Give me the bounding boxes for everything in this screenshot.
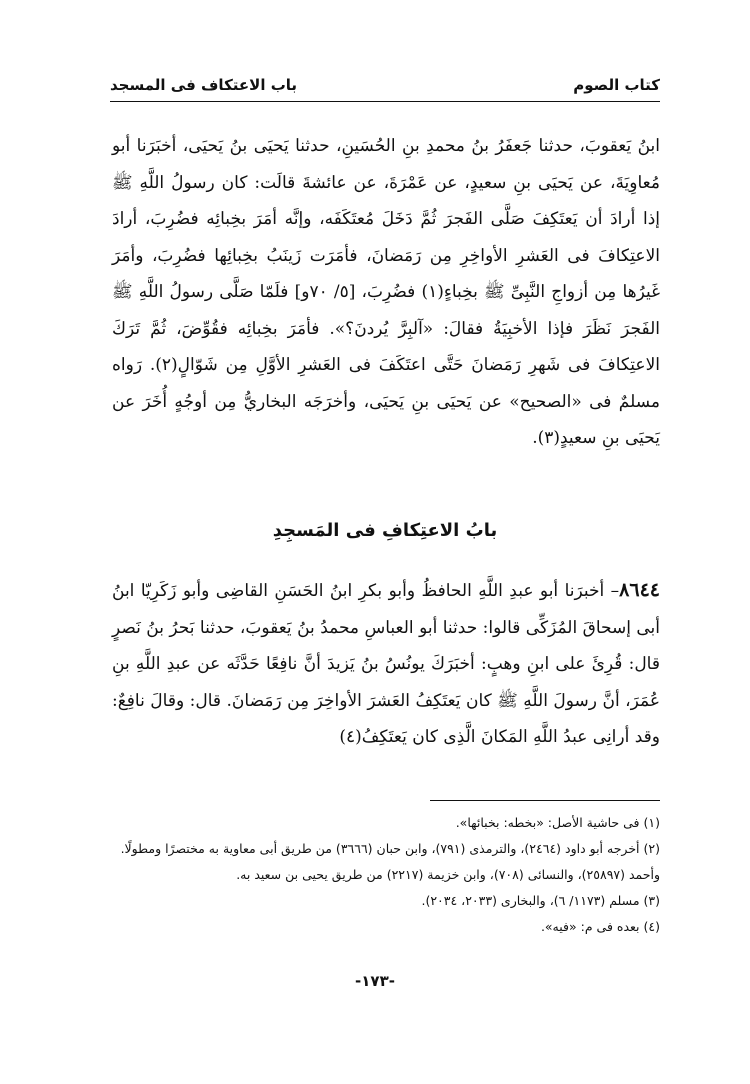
header-rule: [110, 101, 660, 102]
footnotes: [112, 810, 660, 940]
header-book-title: كتاب الصوم: [573, 76, 660, 94]
hadith-text: – أخبرَنا أبو عبدِ اللَّهِ الحافظُ وأبو بكرِ ابنُ الحَسَنِ القاضِى وأبو زَكَرِيّا ابنُ أبى إسحاقَ المُزَكِّى قالوا: حدثنا أبو العباسِ محمدُ بنُ يَعقوبَ، حدثنا بَحرُ بنُ نَصرٍ قال: قُرِئَ على ابنِ وهبٍ: أخبَرَكَ يونُسُ بنُ يَزيدَ أنَّ نافِعًا حَدَّثَه عن عبدِ اللَّهِ بنِ عُمَرَ، أنَّ رسولَ اللَّهِ ﷺ كان يَعتَكِفُ العَشرَ الأواخِرَ مِن رَمَضانَ. قال: وقالَ نافِعٌ: وقد أرانِى عبدُ اللَّهِ المَكانَ الَّذِى كان يَعتَكِفُ(٤): [112, 581, 660, 747]
footnote-rule: [430, 800, 660, 801]
page-number: -١٧٣-: [355, 972, 395, 990]
footnote-2: (٢) أخرجه أبو داود (٢٤٦٤)، والترمذى (٧٩١)، وابن حبان (٣٦٦٦) من طريق أبى معاوية به مختصرًا ومطولًا. وأحمد (٢٥٨٩٧)، والنسائى (٧٠٨)، وابن خزيمة (٢٢١٧) من طريق يحيى بن سعيد به.: [120, 841, 660, 882]
hadith-number: ٨٦٤٤: [619, 579, 660, 601]
running-header: [110, 70, 660, 100]
footnote-1: (١) فى حاشية الأصل: «بخطه: بخبائها».: [455, 815, 660, 830]
footnote-3: (٣) مسلم (١١٧٣/ ٦)، والبخارى (٢٠٣٣، ٢٠٣٤).: [421, 893, 660, 908]
section-title: بابُ الاعتِكافِ فى المَسجِدِ: [272, 520, 498, 541]
body-text: [112, 128, 660, 457]
footnote-4: (٤) بعده فى م: «فيه».: [540, 919, 660, 934]
hadith-block: [112, 572, 660, 756]
hadith-paragraph: [112, 572, 660, 756]
body-paragraph: ابنُ يَعقوبَ، حدثنا جَعفَرُ بنُ محمدِ بنِ الحُسَينِ، حدثنا يَحيَى بنُ يَحيَى، أخبَرَنا أبو مُعاوِيَةَ، عن يَحيَى بنِ سعيدٍ، عن عَمْرَةَ، عن عائشةَ قالَت: كان رسولُ اللَّهِ ﷺ إذا أرادَ أن يَعتَكِفَ صَلَّى الفَجرَ ثُمَّ دَخَلَ مُعتَكَفَه، وإنَّه أمَرَ بخِبائِه فضُرِبَ، أرادَ الاعتِكافَ فى العَشرِ الأواخِرِ مِن رَمَضانَ، فأمَرَت زَينَبُ بخِبائِها فضُرِبَ، وأمَرَ غَيرُها مِن أزواجِ النَّبِىِّ ﷺ بخِباءٍ(١) فضُرِبَ، [٥/ ٧٠و] فلَمّا صَلَّى رسولُ اللَّهِ ﷺ الفَجرَ نَظَرَ فإذا الأخبِيَةُ فقالَ: «آلبِرَّ يُردنَ؟». فأمَرَ بخِبائِه فقُوِّضَ، ثُمَّ تَرَكَ الاعتِكافَ فى شَهرِ رَمَضانَ حَتَّى اعتَكَفَ فى العَشرِ الأوَّلِ مِن شَوّالٍ(٢). رَواه مسلمٌ فى «الصحيح» عن يَحيَى بنِ يَحيَى، وأخرَجَه البخاريُّ مِن أوجُهٍ أُخَرَ عن يَحيَى بنِ سعيدٍ(٣).: [112, 136, 661, 448]
header-chapter-title: باب الاعتكاف فى المسجد: [110, 76, 298, 94]
